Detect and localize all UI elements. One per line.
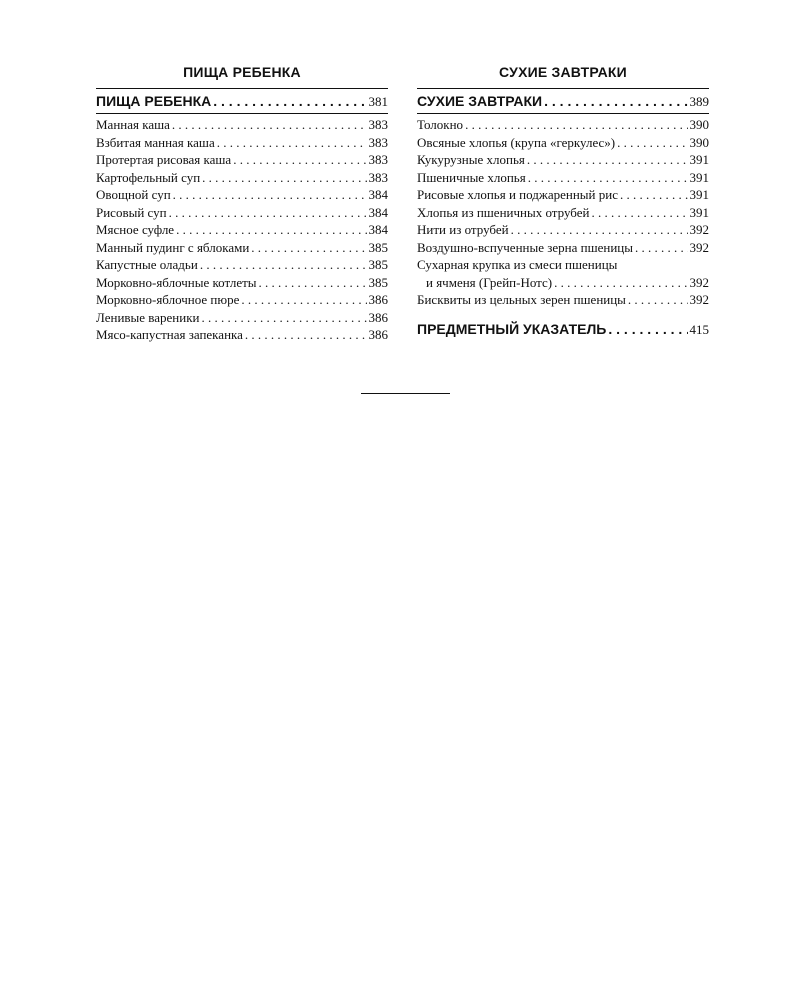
toc-entry[interactable] (96, 116, 388, 134)
leader-dots (202, 309, 367, 327)
page-number: 392 (689, 222, 709, 237)
toc-entry[interactable] (417, 291, 709, 309)
leader-dots (169, 204, 367, 222)
entry-title: Толокно (417, 117, 464, 132)
leader-dots (172, 116, 367, 134)
toc-entry[interactable] (96, 291, 388, 309)
leader-dots (608, 317, 687, 341)
page-number: 391 (689, 187, 709, 202)
section-title-row[interactable] (417, 89, 709, 113)
leader-dots (173, 186, 367, 204)
toc-entries (417, 116, 709, 309)
page-number: 392 (689, 292, 709, 307)
page-number: 415 (689, 321, 709, 337)
leader-dots (527, 151, 688, 169)
leader-dots (213, 89, 366, 113)
page-number: 384 (368, 222, 388, 237)
page-number: 391 (689, 169, 709, 185)
column-heading: СУХИЕ ЗАВТРАКИ (499, 64, 627, 80)
page-number: 386 (368, 309, 388, 325)
entry-title: Воздушно-вспученные зерна пшеницы (417, 239, 633, 255)
leader-dots (635, 239, 688, 257)
toc-entries (96, 116, 388, 344)
left-column (96, 62, 388, 344)
toc-entry[interactable] (96, 326, 388, 344)
leader-dots (511, 221, 688, 239)
page-number: 383 (368, 117, 388, 132)
entry-title: Морковно-яблочные котлеты (96, 274, 257, 290)
toc-entry-multiline[interactable] (417, 256, 709, 291)
page-number: 391 (689, 152, 709, 167)
right-column (417, 62, 709, 341)
page-number: 389 (689, 94, 709, 109)
entry-title: Рисовые хлопья и поджаренный рис (417, 187, 618, 202)
entry-title-line2: и ячменя (Грейп-Нотс) (426, 274, 553, 290)
entry-title: Манная каша (96, 117, 170, 132)
entry-title: Ленивые вареники (96, 309, 200, 325)
separator-line (361, 393, 450, 394)
toc-entry[interactable] (417, 169, 709, 187)
entry-title: Протертая рисовая каша (96, 152, 232, 167)
page-number: 383 (368, 134, 388, 150)
entry-title: Рисовый суп (96, 204, 167, 220)
entry-title: Хлопья из пшеничных отрубей (417, 204, 590, 220)
leader-dots (245, 326, 367, 344)
leader-dots (251, 239, 366, 257)
leader-dots (544, 89, 687, 113)
leader-dots (528, 169, 688, 187)
toc-entry[interactable] (417, 151, 709, 169)
toc-entry[interactable] (96, 221, 388, 239)
entry-title: Кукурузные хлопья (417, 152, 525, 167)
toc-entry[interactable] (417, 134, 709, 152)
leader-dots (554, 274, 687, 292)
page-number: 384 (368, 204, 388, 220)
toc-entry[interactable] (96, 256, 388, 274)
leader-dots (620, 186, 688, 204)
column-heading: ПИЩА РЕБЕНКА (183, 64, 301, 80)
entry-title: Нити из отрубей (417, 222, 509, 237)
entry-continuation (417, 274, 709, 292)
leader-dots (176, 221, 366, 239)
page-number: 392 (689, 274, 709, 290)
entry-title: Овощной суп (96, 187, 171, 202)
page-number: 386 (368, 327, 388, 342)
page-number: 383 (368, 169, 388, 185)
page-number: 385 (368, 257, 388, 272)
section-rule (96, 113, 388, 114)
leader-dots (259, 274, 367, 292)
leader-dots (202, 169, 366, 187)
entry-title-line1: Сухарная крупка из смеси пшеницы (417, 257, 618, 272)
entry-title: Картофельный суп (96, 169, 201, 185)
leader-dots (200, 256, 367, 274)
index-title: ПРЕДМЕТНЫЙ УКАЗАТЕЛЬ (417, 320, 607, 337)
entry-title: Бисквиты из цельных зерен пшеницы (417, 292, 626, 307)
toc-entry[interactable] (417, 204, 709, 222)
entry-title: Овсяные хлопья (крупа «геркулес») (417, 134, 616, 150)
toc-entry[interactable] (417, 186, 709, 204)
toc-entry[interactable] (96, 204, 388, 222)
page-number: 385 (368, 274, 388, 290)
toc-entry[interactable] (417, 221, 709, 239)
page-number: 383 (368, 152, 388, 167)
toc-entry[interactable] (96, 274, 388, 292)
toc-entry[interactable] (96, 309, 388, 327)
page-number: 385 (368, 239, 388, 255)
toc-entry[interactable] (96, 169, 388, 187)
toc-entry[interactable] (96, 186, 388, 204)
section-title-row[interactable] (96, 89, 388, 113)
page-number: 390 (689, 134, 709, 150)
entry-title: Морковно-яблочное пюре (96, 292, 240, 307)
toc-entry[interactable] (96, 239, 388, 257)
toc-entry[interactable] (417, 239, 709, 257)
leader-dots (465, 116, 687, 134)
toc-entry[interactable] (96, 151, 388, 169)
entry-title: Взбитая манная каша (96, 134, 215, 150)
page-number: 384 (368, 187, 388, 202)
entry-title: Манный пудинг с яблоками (96, 239, 250, 255)
section-rule (417, 113, 709, 114)
page-number: 386 (368, 292, 388, 307)
index-title-row[interactable] (417, 317, 709, 341)
section-title: СУХИЕ ЗАВТРАКИ (417, 93, 543, 109)
leader-dots (617, 134, 687, 152)
leader-dots (241, 291, 366, 309)
page-number: 391 (689, 204, 709, 220)
toc-entry[interactable] (417, 116, 709, 134)
leader-dots (628, 291, 688, 309)
entry-title: Капустные оладьи (96, 257, 198, 272)
page-number: 392 (689, 239, 709, 255)
entry-title: Пшеничные хлопья (417, 169, 526, 185)
toc-entry[interactable] (96, 134, 388, 152)
leader-dots (217, 134, 367, 152)
page-number: 390 (689, 117, 709, 132)
leader-dots (591, 204, 687, 222)
section-title: ПИЩА РЕБЕНКА (96, 93, 212, 109)
entry-title: Мясное суфле (96, 222, 175, 237)
entry-title: Мясо-капустная запеканка (96, 327, 243, 342)
leader-dots (233, 151, 366, 169)
page-number: 381 (368, 94, 388, 109)
